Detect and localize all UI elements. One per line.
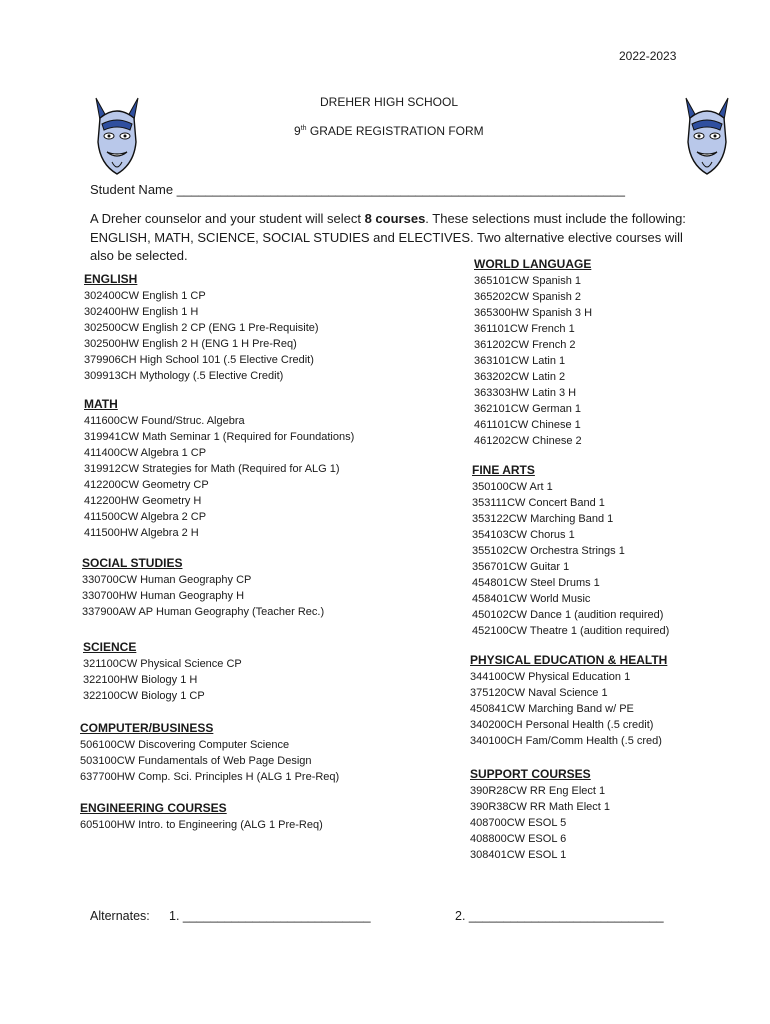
section-title: SCIENCE	[83, 640, 137, 654]
form-title: 9th GRADE REGISTRATION FORM	[294, 124, 484, 138]
section-social-studies	[82, 555, 324, 620]
course-item: 365101CW Spanish 1	[474, 275, 582, 287]
blue-devil-mascot-icon	[680, 94, 734, 176]
alternates-label: Alternates:	[90, 909, 150, 923]
course-item: 450102CW Dance 1 (audition required)	[472, 609, 664, 621]
course-item: 450841CW Marching Band w/ PE	[470, 703, 634, 715]
course-item: 365202CW Spanish 2	[474, 291, 582, 303]
school-year: 2022-2023	[619, 49, 677, 63]
section-title: SOCIAL STUDIES	[82, 556, 183, 570]
course-item: 330700CW Human Geography CP	[82, 574, 252, 586]
alternate-2-field[interactable]: 2. ____________________________	[455, 909, 664, 923]
alternate-1-field[interactable]: 1. ___________________________	[169, 909, 371, 923]
course-item: 361202CW French 2	[474, 339, 576, 351]
course-item: 390R28CW RR Eng Elect 1	[470, 785, 606, 797]
course-item: 408800CW ESOL 6	[470, 833, 567, 845]
section-title: FINE ARTS	[472, 463, 535, 477]
course-item: 322100CW Biology 1 CP	[83, 690, 205, 702]
section-title: WORLD LANGUAGE	[474, 257, 592, 271]
section-science	[83, 639, 242, 704]
course-item: 302400HW English 1 H	[84, 306, 199, 318]
course-item: 354103CW Chorus 1	[472, 529, 575, 541]
course-item: 321100CW Physical Science CP	[83, 658, 242, 670]
section-title: COMPUTER/BUSINESS	[80, 721, 214, 735]
course-item: 452100CW Theatre 1 (audition required)	[472, 625, 670, 637]
course-item: 319912CW Strategies for Math (Required for ALG 1)	[84, 463, 340, 475]
section-title: MATH	[84, 397, 118, 411]
section-support-courses	[470, 766, 610, 863]
section-title: ENGLISH	[84, 272, 138, 286]
course-item: 411400CW Algebra 1 CP	[84, 447, 207, 459]
course-item: 454801CW Steel Drums 1	[472, 577, 600, 589]
course-item: 363202CW Latin 2	[474, 371, 566, 383]
course-item: 412200HW Geometry H	[84, 495, 202, 507]
course-item: 637700HW Comp. Sci. Principles H (ALG 1 Pre-Req)	[80, 771, 340, 783]
blue-devil-mascot-icon	[90, 94, 144, 176]
course-item: 322100HW Biology 1 H	[83, 674, 198, 686]
section-title: ENGINEERING COURSES	[80, 801, 227, 815]
course-item: 302400CW English 1 CP	[84, 290, 206, 302]
course-item: 375120CW Naval Science 1	[470, 687, 608, 699]
course-item: 503100CW Fundamentals of Web Page Design	[80, 755, 312, 767]
course-item: 458401CW World Music	[472, 593, 591, 605]
course-item: 363303HW Latin 3 H	[474, 387, 577, 399]
course-item: 408700CW ESOL 5	[470, 817, 567, 829]
course-item: 363101CW Latin 1	[474, 355, 566, 367]
course-item: 302500CW English 2 CP (ENG 1 Pre-Requisite)	[84, 322, 319, 334]
student-name-line[interactable]: Student Name ______________________________________________________________	[90, 182, 625, 197]
course-item: 506100CW Discovering Computer Science	[80, 739, 290, 751]
course-item: 355102CW Orchestra Strings 1	[472, 545, 625, 557]
course-item: 344100CW Physical Education 1	[470, 671, 631, 683]
course-item: 353111CW Concert Band 1	[472, 497, 605, 509]
course-item: 340100CH Fam/Comm Health (.5 cred)	[470, 735, 662, 747]
course-item: 356701CW Guitar 1	[472, 561, 570, 573]
course-item: 361101CW French 1	[474, 323, 575, 335]
course-item: 362101CW German 1	[474, 403, 581, 415]
section-title: SUPPORT COURSES	[470, 767, 591, 781]
course-item: 461101CW Chinese 1	[474, 419, 581, 431]
section-fine-arts	[472, 462, 669, 639]
course-item: 461202CW Chinese 2	[474, 435, 582, 447]
course-item: 337900AW AP Human Geography (Teacher Rec.)	[82, 606, 325, 618]
section-title: PHYSICAL EDUCATION & HEALTH	[470, 653, 668, 667]
course-item: 302500HW English 2 H (ENG 1 H Pre-Req)	[84, 338, 297, 350]
course-item: 411500CW Algebra 2 CP	[84, 511, 207, 523]
course-item: 340200CH Personal Health (.5 credit)	[470, 719, 654, 731]
course-item: 411600CW Found/Struc. Algebra	[84, 415, 245, 427]
course-item: 353122CW Marching Band 1	[472, 513, 614, 525]
course-item: 350100CW Art 1	[472, 481, 553, 493]
section-engineering	[80, 800, 323, 833]
section-math	[84, 396, 354, 541]
section-world-language	[474, 256, 592, 449]
course-item: 411500HW Algebra 2 H	[84, 527, 199, 539]
course-item: 308401CW ESOL 1	[470, 849, 567, 861]
section-pe-health	[470, 652, 667, 749]
course-item: 379906CH High School 101 (.5 Elective Credit)	[84, 354, 314, 366]
course-item: 605100HW Intro. to Engineering (ALG 1 Pre-Req)	[80, 819, 323, 831]
instructions-paragraph: A Dreher counselor and your student will select 8 courses. These selections must include the following: ENGLISH, MATH, SCIENCE, SOCIAL STUDIES and ELECTIVES. Two alternative elective courses will also be selected.	[90, 211, 686, 263]
school-name: DREHER HIGH SCHOOL	[320, 95, 459, 109]
course-item: 309913CH Mythology (.5 Elective Credit)	[84, 370, 284, 382]
section-english	[84, 271, 319, 384]
course-item: 319941CW Math Seminar 1 (Required for Foundations)	[84, 431, 355, 443]
course-item: 412200CW Geometry CP	[84, 479, 209, 491]
course-item: 365300HW Spanish 3 H	[474, 307, 593, 319]
section-computer-business	[80, 720, 339, 785]
course-item: 390R38CW RR Math Elect 1	[470, 801, 610, 813]
course-item: 330700HW Human Geography H	[82, 590, 245, 602]
